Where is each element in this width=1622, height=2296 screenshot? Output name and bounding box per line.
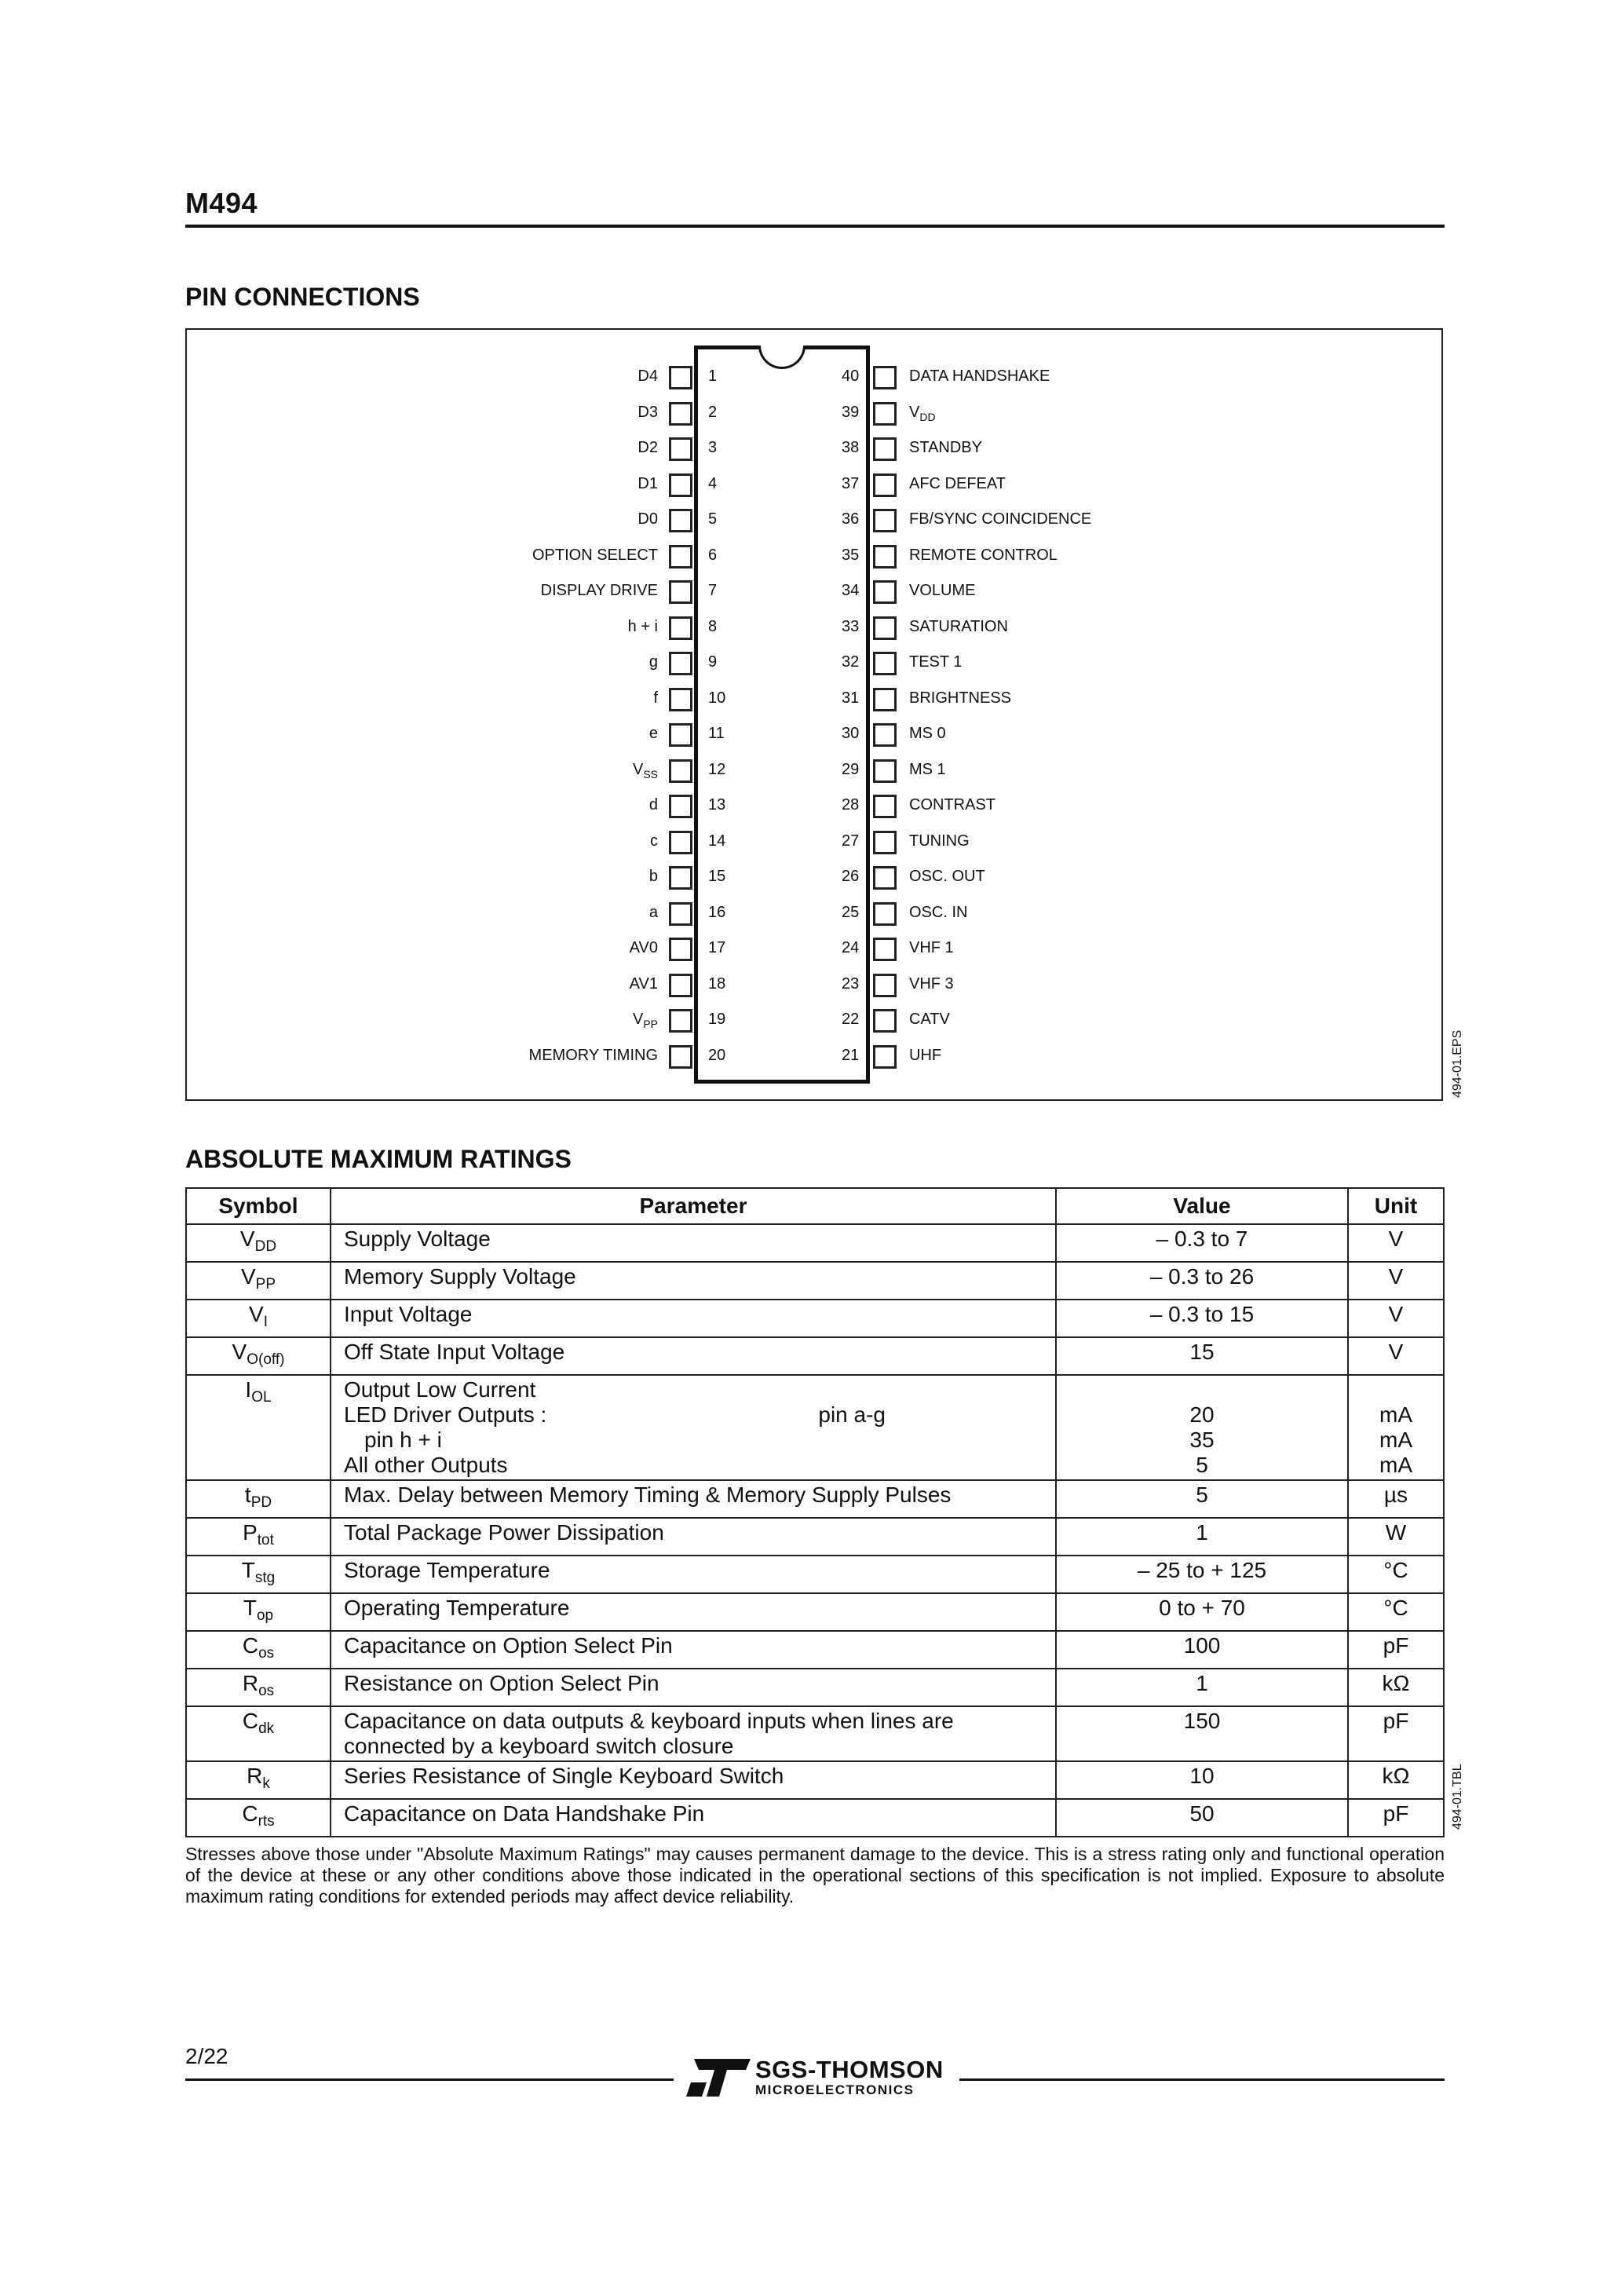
pin-number: 22	[842, 1011, 860, 1028]
pin-label-text: MEMORY TIMING	[528, 1046, 658, 1064]
pin-pad	[873, 616, 897, 640]
pin-number: 24	[842, 939, 860, 956]
pin-number: 38	[842, 439, 860, 456]
pin-label	[328, 653, 658, 671]
value-cell: 5	[1056, 1480, 1348, 1518]
pin-label	[909, 653, 962, 671]
pin-number: 2	[708, 403, 718, 421]
pin-pad	[873, 545, 897, 569]
pin-label-text: V	[632, 760, 644, 778]
parameter-subline: pin h + i	[364, 1428, 442, 1452]
pin-label	[909, 475, 1006, 493]
pin-label	[328, 367, 658, 386]
table-row	[186, 1706, 1444, 1761]
value-cell: – 0.3 to 15	[1056, 1300, 1348, 1337]
unit-cell: kΩ	[1348, 1669, 1444, 1706]
pin-label-text: g	[648, 653, 658, 671]
symbol-cell: $V_{O(off)}$	[186, 1337, 331, 1375]
unit-cell: pF	[1348, 1706, 1444, 1761]
pin-label-text: f	[653, 689, 658, 707]
pin-label	[328, 975, 658, 993]
parameter-cell: Storage Temperature	[331, 1556, 1056, 1593]
pin-pad	[669, 938, 692, 961]
pin-pad	[873, 509, 897, 532]
symbol-cell: $V_{PP}$	[186, 1262, 331, 1300]
pin-number: 23	[842, 974, 860, 993]
pin-label	[328, 547, 658, 565]
pin-number: 18	[708, 974, 726, 993]
table-row	[186, 1224, 1444, 1262]
table-row	[186, 1518, 1444, 1556]
parameter-cell	[331, 1375, 1056, 1480]
pin-label-text: AV1	[629, 974, 658, 993]
pin-number: 17	[708, 939, 726, 956]
unit-line: mA	[1379, 1453, 1412, 1477]
table-tag: 494-01.TBL	[1451, 1764, 1464, 1830]
unit-line: mA	[1379, 1428, 1412, 1452]
pin-label-text: OSC. IN	[909, 903, 968, 921]
ratings-table	[185, 1187, 1445, 1837]
pin-pad	[873, 1009, 897, 1033]
pin-label-text: VOLUME	[909, 582, 976, 599]
pin-number: 34	[842, 582, 860, 599]
pin-label-text: OPTION SELECT	[532, 546, 658, 564]
pin-pad	[873, 902, 897, 926]
pin-label-text: VHF 1	[909, 939, 954, 956]
parameter-cell: Memory Supply Voltage	[331, 1262, 1056, 1300]
pin-label-subscript: DD	[919, 410, 936, 423]
led-driver-label: LED Driver Outputs :	[344, 1402, 547, 1427]
figure-tag: 494-01.EPS	[1451, 1029, 1464, 1098]
pin-label-text: e	[648, 725, 658, 742]
pin-label	[909, 975, 954, 993]
pin-pad	[873, 688, 897, 711]
footer-rule-left	[185, 2078, 674, 2081]
pin-label-text: CONTRAST	[909, 796, 995, 813]
value-cell: – 0.3 to 26	[1056, 1262, 1348, 1300]
header-rule	[185, 225, 1445, 228]
parameter-subline: connected by a keyboard switch closure	[344, 1734, 734, 1758]
pin-number: 16	[708, 903, 726, 921]
parameter-cell: Input Voltage	[331, 1300, 1056, 1337]
header-symbol: Symbol	[186, 1188, 331, 1224]
pin-label-text: AV0	[629, 939, 658, 956]
pin-number: 3	[708, 439, 718, 456]
table-row	[186, 1799, 1444, 1837]
value-cell: 15	[1056, 1337, 1348, 1375]
pin-number: 32	[842, 653, 860, 671]
pin-pad	[669, 509, 692, 532]
footer-rule-right	[959, 2078, 1445, 2081]
pin-number: 21	[842, 1046, 860, 1064]
pin-pad	[669, 902, 692, 926]
header-unit: Unit	[1348, 1188, 1444, 1224]
unit-cell: pF	[1348, 1799, 1444, 1837]
pin-number: 8	[708, 617, 718, 635]
symbol-cell: $R_{os}$	[186, 1669, 331, 1706]
pin-label-text: DISPLAY DRIVE	[540, 582, 658, 599]
unit-cell: °C	[1348, 1593, 1444, 1631]
value-line: 20	[1189, 1402, 1215, 1427]
pin-label	[328, 582, 658, 600]
pin-number: 20	[708, 1046, 726, 1064]
pin-label	[909, 1047, 941, 1065]
pin-label	[328, 725, 658, 743]
pin-label-text: REMOTE CONTROL	[909, 546, 1058, 564]
pin-pad	[873, 437, 897, 461]
pin-pad	[669, 473, 692, 497]
pin-label	[909, 796, 995, 814]
unit-cell	[1348, 1375, 1444, 1480]
pin-label-text: D4	[637, 367, 658, 385]
pin-label	[328, 939, 658, 957]
pin-number: 28	[842, 796, 860, 813]
pin-pad	[873, 402, 897, 426]
pin-label-text: AFC DEFEAT	[909, 474, 1006, 492]
pin-number: 5	[708, 510, 718, 528]
pin-number: 33	[842, 617, 860, 635]
symbol-cell: $T_{op}$	[186, 1593, 331, 1631]
pin-connections-title: PIN CONNECTIONS	[185, 283, 420, 311]
brand-name: SGS-THOMSON	[755, 2056, 944, 2083]
pin-label	[909, 1011, 950, 1029]
pin-label-text: DATA HANDSHAKE	[909, 367, 1050, 385]
pin-number: 1	[708, 367, 718, 385]
led-pins-label: pin a-g	[818, 1402, 886, 1427]
pin-number: 37	[842, 474, 860, 492]
pin-label	[328, 475, 658, 493]
unit-cell: V	[1348, 1300, 1444, 1337]
unit-cell: V	[1348, 1224, 1444, 1262]
pin-label-text: D0	[637, 510, 658, 528]
value-cell: 10	[1056, 1761, 1348, 1799]
parameter-cell: Off State Input Voltage	[331, 1337, 1056, 1375]
pin-label-text: V	[632, 1011, 644, 1028]
parameter-line: Output Low Current	[344, 1377, 536, 1402]
pin-label	[909, 582, 975, 600]
value-cell: 1	[1056, 1669, 1348, 1706]
pin-label	[328, 404, 658, 422]
parameter-cell: Series Resistance of Single Keyboard Switch	[331, 1761, 1056, 1799]
value-cell: 0 to + 70	[1056, 1593, 1348, 1631]
pin-number: 40	[842, 367, 860, 385]
pin-pad	[669, 795, 692, 818]
table-header-row	[186, 1188, 1444, 1224]
symbol-cell: $P_{tot}$	[186, 1518, 331, 1556]
parameter-cell: Capacitance on Option Select Pin	[331, 1631, 1056, 1669]
pin-label-text: VHF 3	[909, 974, 954, 993]
symbol-cell: $I_{OL}$	[186, 1375, 331, 1480]
parameter-cell	[331, 1706, 1056, 1761]
unit-cell: µs	[1348, 1480, 1444, 1518]
table-row	[186, 1262, 1444, 1300]
pin-label	[909, 904, 967, 922]
pin-number: 13	[708, 796, 726, 813]
parameter-cell: Operating Temperature	[331, 1593, 1056, 1631]
pin-label-text: TUNING	[909, 832, 970, 850]
pin-number: 7	[708, 582, 718, 599]
symbol-cell: $V_{DD}$	[186, 1224, 331, 1262]
parameter-cell: Total Package Power Dissipation	[331, 1518, 1056, 1556]
pin-label-text: CATV	[909, 1011, 950, 1028]
pin-pad	[873, 366, 897, 389]
pin-number: 9	[708, 653, 718, 671]
stress-footnote: Stresses above those under "Absolute Maximum Ratings" may causes permanent damage to the device. This is a stress rating only and functional operation of the device at these or any other conditions above those indicated in the operational sections of this specification is not implied. Exposure to absolute maximum rating conditions for extended periods may affect device reliability.	[185, 1844, 1445, 1907]
pin-pad	[669, 580, 692, 604]
pin-pad	[669, 688, 692, 711]
pin-label-text: MS 1	[909, 760, 946, 778]
pin-pad	[669, 437, 692, 461]
pin-pad	[669, 1009, 692, 1033]
pin-number: 25	[842, 903, 860, 921]
pin-pad	[669, 866, 692, 890]
pin-pad	[873, 831, 897, 854]
table-row	[186, 1480, 1444, 1518]
pin-pad	[873, 1045, 897, 1069]
pin-label-text: a	[648, 903, 658, 921]
pin-label	[328, 796, 658, 814]
pin-label	[328, 510, 658, 528]
table-row	[186, 1631, 1444, 1669]
pin-number: 27	[842, 832, 860, 850]
pin-pad	[873, 974, 897, 997]
pin-label	[328, 868, 658, 886]
pin-number: 29	[842, 760, 860, 778]
table-row	[186, 1593, 1444, 1631]
pin-pad	[669, 616, 692, 640]
parameter-cell: Supply Voltage	[331, 1224, 1056, 1262]
symbol-cell: $C_{dk}$	[186, 1706, 331, 1761]
pin-label-text: OSC. OUT	[909, 868, 985, 885]
pin-label	[328, 761, 658, 781]
pin-pad	[669, 759, 692, 783]
parameter-cell: Capacitance on Data Handshake Pin	[331, 1799, 1056, 1837]
pin-pad	[873, 759, 897, 783]
pin-label	[909, 404, 936, 423]
pin-pad	[669, 366, 692, 389]
pin-label-text: V	[909, 403, 920, 421]
value-cell: 50	[1056, 1799, 1348, 1837]
pin-number: 11	[708, 725, 725, 742]
pin-label	[909, 939, 954, 957]
symbol-cell: $T_{stg}$	[186, 1556, 331, 1593]
pin-label-text: FB/SYNC COINCIDENCE	[909, 510, 1092, 528]
pin-number: 19	[708, 1011, 726, 1028]
value-line: 5	[1196, 1453, 1208, 1477]
pin-number: 12	[708, 760, 726, 778]
pin-number: 15	[708, 868, 726, 885]
parameter-subline: All other Outputs	[344, 1453, 508, 1477]
table-row	[186, 1300, 1444, 1337]
ratings-title: ABSOLUTE MAXIMUM RATINGS	[185, 1145, 572, 1173]
value-cell: – 25 to + 125	[1056, 1556, 1348, 1593]
pin-label-text: D2	[637, 439, 658, 456]
pin-label-text: D1	[637, 474, 658, 492]
symbol-cell: $C_{rts}$	[186, 1799, 331, 1837]
symbol-cell: $R_k$	[186, 1761, 331, 1799]
pin-label	[328, 618, 658, 636]
pin-number: 35	[842, 546, 860, 564]
pin-label-text: MS 0	[909, 725, 946, 742]
pin-pad	[873, 795, 897, 818]
pin-pad	[669, 402, 692, 426]
pin-label	[909, 725, 946, 743]
pin-label	[328, 1047, 658, 1065]
parameter-cell: Max. Delay between Memory Timing & Memory Supply Pulses	[331, 1480, 1056, 1518]
pin-label	[909, 510, 1091, 528]
pin-label	[909, 618, 1008, 636]
table-row	[186, 1337, 1444, 1375]
pin-pad	[669, 723, 692, 747]
pin-pad	[669, 545, 692, 569]
pin-label-text: c	[650, 832, 658, 850]
st-logo-icon	[683, 2056, 754, 2100]
unit-line: mA	[1379, 1402, 1412, 1427]
value-cell: 150	[1056, 1706, 1348, 1761]
brand-subtitle: MICROELECTRONICS	[755, 2082, 915, 2097]
pin-label	[328, 689, 658, 707]
pin-label	[328, 832, 658, 850]
pin-label	[909, 547, 1058, 565]
parameter-line: Capacitance on data outputs & keyboard inputs when lines are	[344, 1709, 954, 1733]
pin-label-text: h + i	[627, 617, 658, 635]
pin-pad	[669, 1045, 692, 1069]
header-value: Value	[1056, 1188, 1348, 1224]
page-number: 2/22	[185, 2044, 228, 2068]
pin-pad	[873, 723, 897, 747]
document-title: M494	[185, 187, 258, 219]
table-row	[186, 1375, 1444, 1480]
pin-label	[909, 868, 985, 886]
pin-label	[328, 439, 658, 457]
unit-cell: W	[1348, 1518, 1444, 1556]
symbol-cell: $t_{PD}$	[186, 1480, 331, 1518]
pin-label	[328, 904, 658, 922]
value-cell: 1	[1056, 1518, 1348, 1556]
pin-label-text: UHF	[909, 1046, 942, 1064]
pin-pad	[669, 652, 692, 675]
pin-label	[909, 439, 982, 457]
value-cell: – 0.3 to 7	[1056, 1224, 1348, 1262]
pin-label-text: TEST 1	[909, 653, 963, 671]
value-cell	[1056, 1375, 1348, 1480]
pin-number: 6	[708, 546, 718, 564]
pin-label-text: d	[648, 796, 658, 813]
symbol-cell: $C_{os}$	[186, 1631, 331, 1669]
pin-label	[328, 1011, 658, 1030]
pin-number: 31	[842, 689, 860, 707]
symbol-cell: $V_I$	[186, 1300, 331, 1337]
pin-pad	[873, 580, 897, 604]
pin-pad	[873, 938, 897, 961]
pin-number: 26	[842, 868, 860, 885]
table-row	[186, 1556, 1444, 1593]
pin-label-text: SATURATION	[909, 617, 1008, 635]
unit-cell: V	[1348, 1262, 1444, 1300]
header-parameter: Parameter	[331, 1188, 1056, 1224]
pin-label	[909, 367, 1050, 386]
logo-mark-text: ST	[721, 2082, 722, 2083]
pin-label-text: STANDBY	[909, 439, 982, 456]
pin-number: 10	[708, 689, 726, 707]
pin-number: 39	[842, 403, 860, 421]
pin-number: 30	[842, 725, 860, 742]
pin-label-text: BRIGHTNESS	[909, 689, 1012, 707]
pin-pad	[873, 652, 897, 675]
pin-pad	[873, 866, 897, 890]
pin-label	[909, 832, 970, 850]
value-line: 35	[1189, 1428, 1215, 1452]
pin-label	[909, 689, 1011, 707]
parameter-subline	[344, 1402, 1043, 1428]
pin-number: 4	[708, 474, 718, 492]
pin-label-text: b	[648, 868, 658, 885]
parameter-cell: Resistance on Option Select Pin	[331, 1669, 1056, 1706]
pin-pad	[669, 831, 692, 854]
pin-pad	[669, 974, 692, 997]
pin-number: 36	[842, 510, 860, 528]
unit-cell: °C	[1348, 1556, 1444, 1593]
unit-cell: pF	[1348, 1631, 1444, 1669]
pin-label-subscript: SS	[643, 767, 658, 781]
pin-number: 14	[708, 832, 726, 850]
pin-label	[909, 761, 946, 779]
table-row	[186, 1761, 1444, 1799]
pin-label-subscript: PP	[643, 1018, 658, 1030]
table-row	[186, 1669, 1444, 1706]
unit-cell: V	[1348, 1337, 1444, 1375]
pin-label-text: D3	[637, 403, 658, 421]
pin-pad	[873, 473, 897, 497]
value-cell: 100	[1056, 1631, 1348, 1669]
unit-cell: kΩ	[1348, 1761, 1444, 1799]
